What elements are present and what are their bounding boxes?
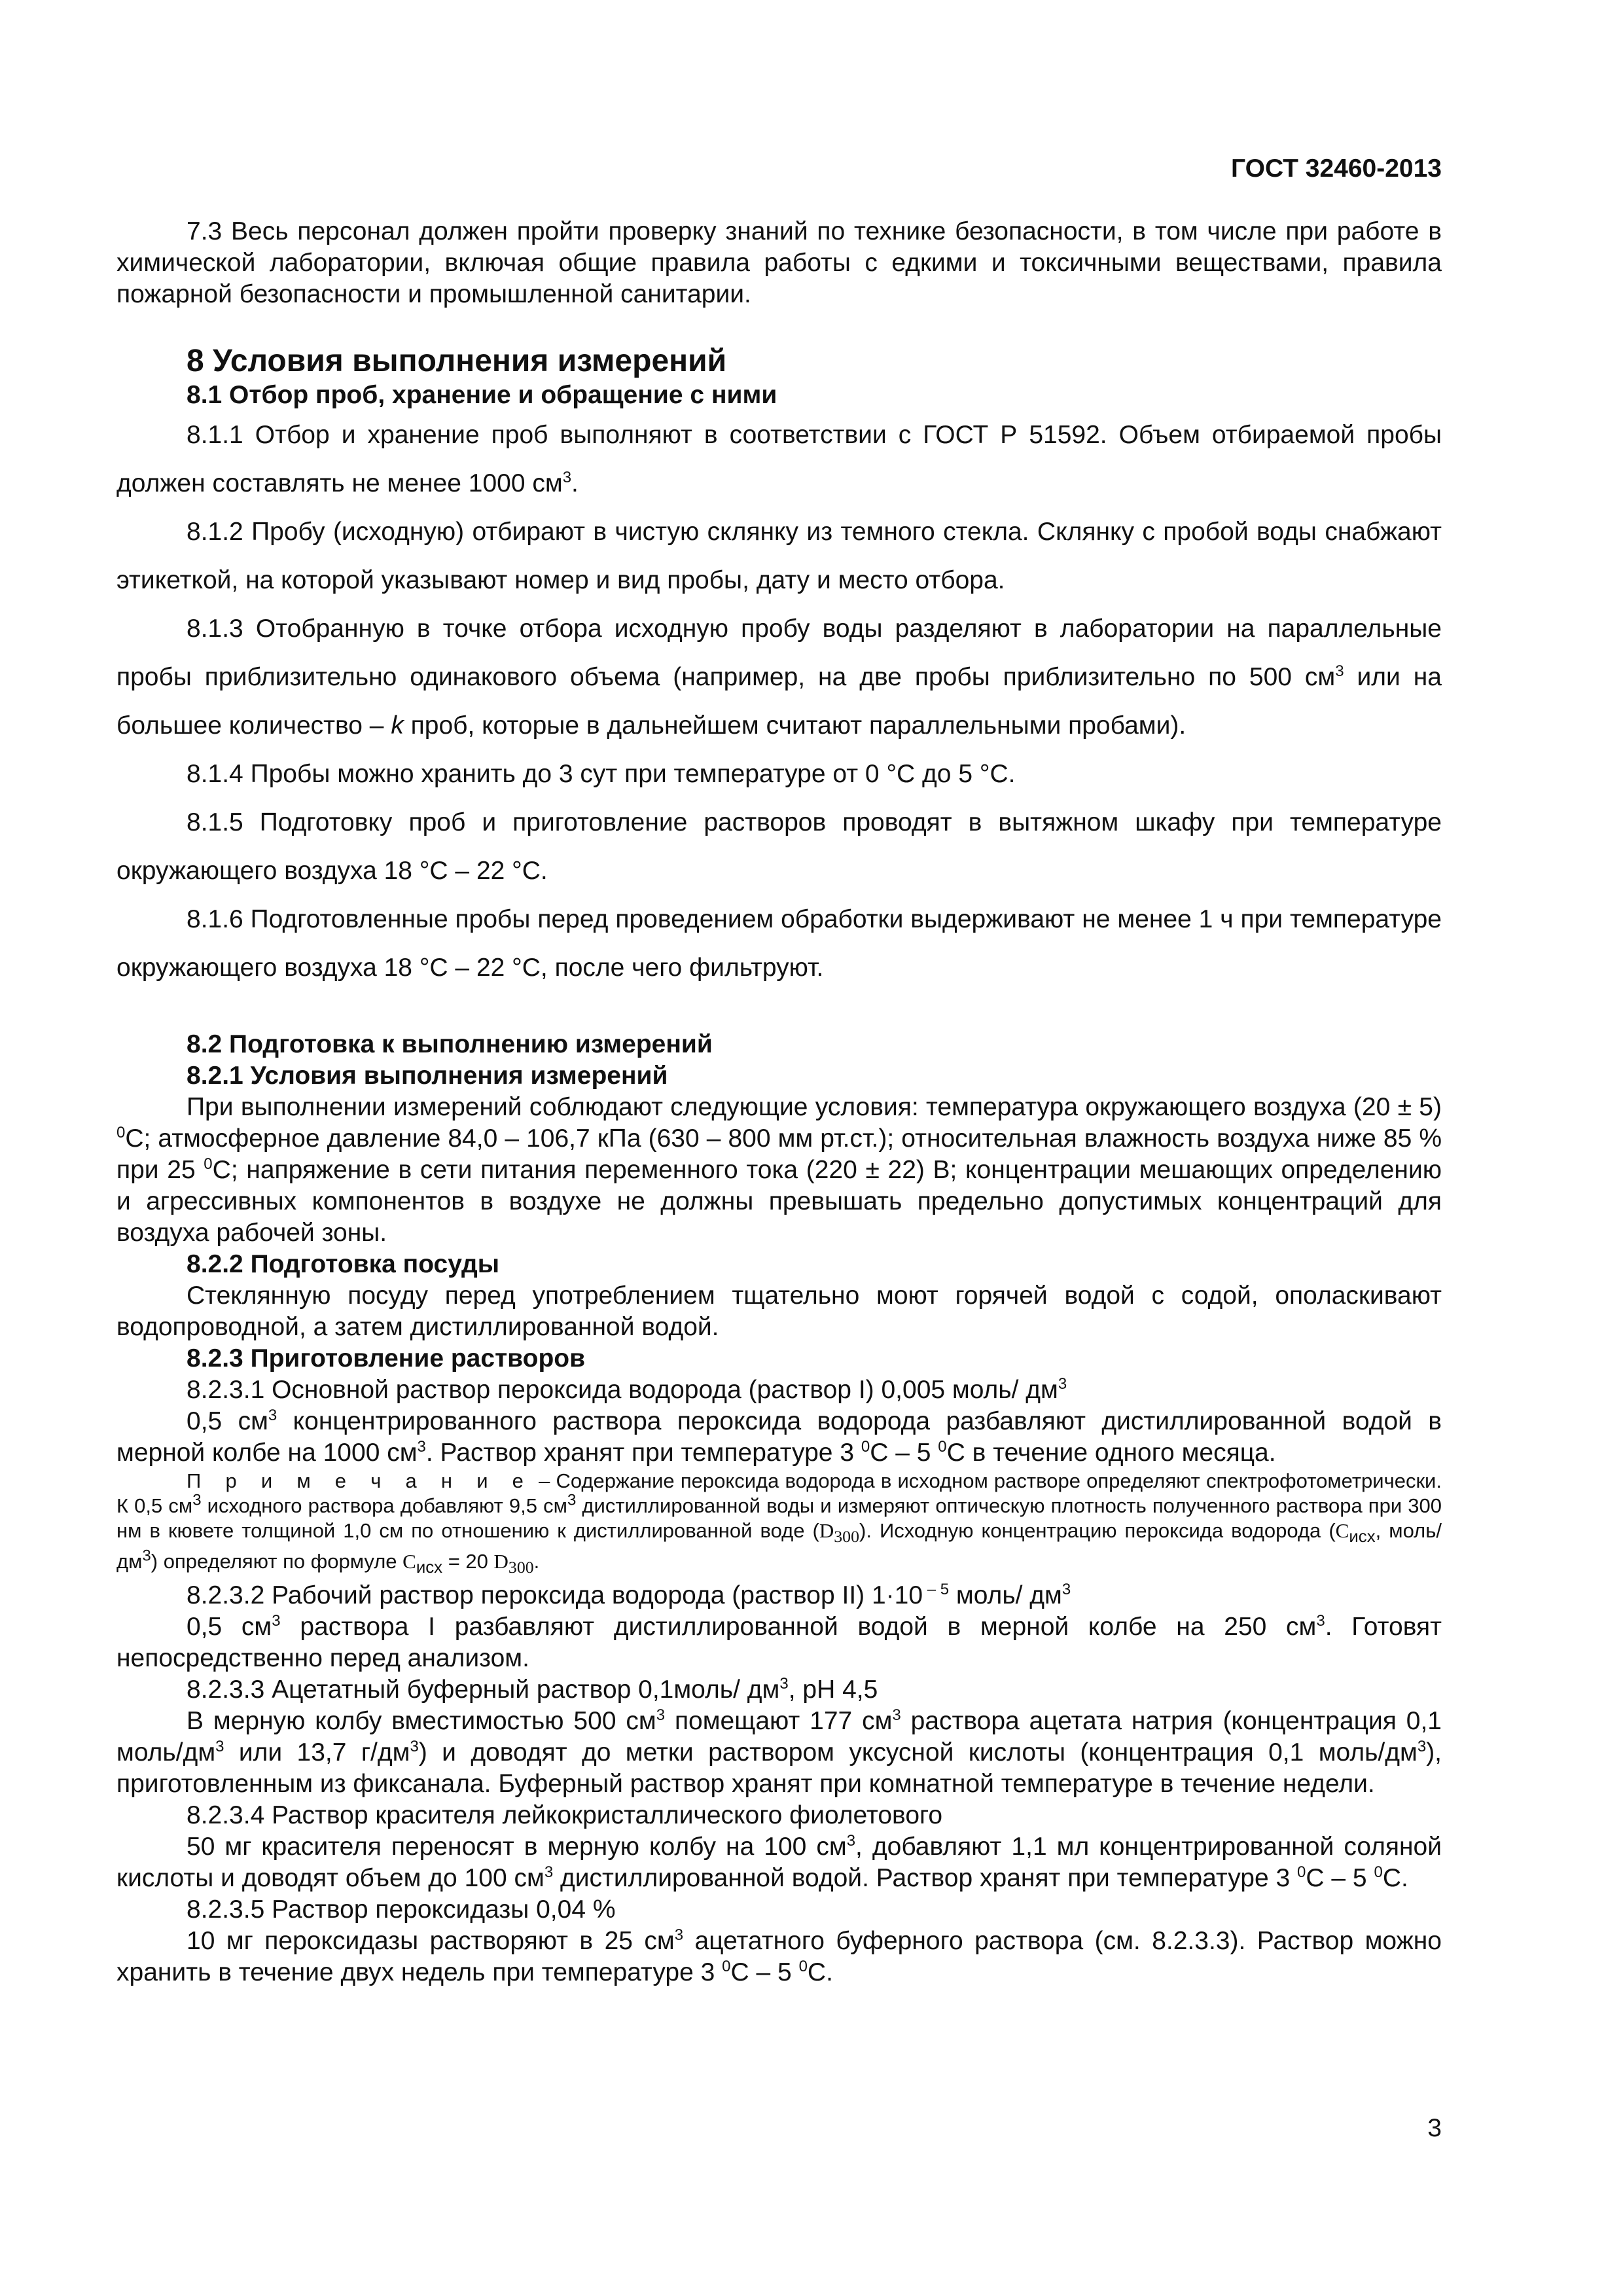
subsection-heading-8-2: 8.2 Подготовка к выполнению измерений — [187, 1030, 713, 1058]
title-8-2-3-3: 8.2.3.3 Ацетатный буферный раствор 0,1моль/ $дм^3$, рН 4,5 — [187, 1675, 878, 1704]
paragraph-8-2-3-1: 0,5 $см^3$ концентрированного раствора пероксида водорода разбавляют дистиллированной водой в мерной колбе на 1000 $см^3$. Раствор хранят при температуре 3 $^0$С – 5 $^0$С в течение одного месяца. — [116, 1407, 1442, 1467]
subsection-heading-8-2-1: 8.2.1 Условия выполнения измерений — [187, 1062, 668, 1090]
paragraph-8-1-4: 8.1.4 Пробы можно хранить до 3 сут при температуре от 0 °С до 5 °С. — [187, 760, 1016, 788]
subsection-heading-8-2-3: 8.2.3 Приготовление растворов — [187, 1344, 586, 1372]
paragraph-8-2-2: Стеклянную посуду перед употреблением тщательно моют горячей водой с содой, ополаскивают водопроводной, а затем дистиллированной водой. — [116, 1282, 1442, 1341]
paragraph-8-2-3-2: 0,5 $см^3$ раствора I разбавляют дистиллированной водой в мерной колбе на 250 $см^3$. Готовят непосредственно перед анализом. — [116, 1612, 1442, 1673]
subsection-heading-8-2-2: 8.2.2 Подготовка посуды — [187, 1250, 500, 1278]
paragraph-8-1-1: 8.1.1 Отбор и хранение проб выполняют в соответствии с ГОСТ Р 51592. Объем отбираемой пробы должен составлять не менее 1000 $см^3$. — [116, 421, 1442, 497]
paragraph-7-3: 7.3 Весь персонал должен пройти проверку знаний по технике безопасности, в том числе при работе в химической лаборатории, включая общие правила работы с едкими и токсичными веществами, правила пожарной безопасности и промышленной санитарии. — [116, 217, 1442, 308]
document-body — [116, 216, 1442, 1988]
paragraph-8-1-2: 8.1.2 Пробу (исходную) отбирают в чистую склянку из темного стекла. Склянку с пробой воды снабжают этикеткой, на которой указывают номер и вид пробы, дату и место отбора. — [116, 518, 1442, 594]
paragraph-8-2-3-3: В мерную колбу вместимостью 500 $см^3$ помещают 177 $см^3$ раствора ацетата натрия (концентрация 0,1 моль/$дм^3$ или 13,7 $г/дм^3$) и доводят до метки раствором уксусной кислоты (концентрация 0,1 моль/$дм^3$), приготовленным из фиксанала. Буферный раствор хранят при комнатной температуре в течение недели. — [116, 1706, 1442, 1799]
title-8-2-3-1: 8.2.3.1 Основной раствор пероксида водорода (раствор I) 0,005 моль/ $дм^3$ — [187, 1375, 1067, 1404]
page-number: 3 — [1427, 2114, 1442, 2142]
subsection-heading-8-1: 8.1 Отбор проб, хранение и обращение с ними — [187, 381, 777, 409]
paragraph-8-2-3-4: 50 мг красителя переносят в мерную колбу на 100 $см^3$, добавляют 1,1 мл концентрированной соляной кислоты и доводят объем до 100 $см^3$ дистиллированной водой. Раствор хранят при температуре 3 $^0$С – 5 $^0$С. — [116, 1832, 1442, 1893]
paragraph-8-1-3: 8.1.3 Отобранную в точке отбора исходную пробу воды разделяют в лаборатории на параллельные пробы приблизительно одинакового объема (например, на две пробы приблизительно по 500 $см^3$ или на большее количество – k проб, которые в дальнейшем считают параллельными пробами). — [116, 615, 1442, 740]
paragraph-8-1-5: 8.1.5 Подготовку проб и приготовление растворов проводят в вытяжном шкафу при температуре окружающего воздуха 18 °С – 22 °С. — [116, 808, 1442, 885]
note-paragraph: П р и м е ч а н и е – Содержание пероксида водорода в исходном растворе определяют спектрофотометрически. К 0,5 $см^3$ исходного раствора добавляют 9,5 $см^3$ дистиллированной воды и измеряют оптическую плотность полученного раствора при 300 нм в кювете толщиной 1,0 см по отношению к дистиллированной воде $(D_{300})$. Исходную концентрацию пероксида водорода ($C_{исх}$, моль/$дм^3$) определяют по формуле $C_{исх} = 20$ $D_{300}$. — [116, 1469, 1442, 1577]
title-8-2-3-5: 8.2.3.5 Раствор пероксидазы 0,04 % — [187, 1895, 616, 1924]
paragraph-8-2-3-5: 10 мг пероксидазы растворяют в 25 $см^3$ ацетатного буферного раствора (см. 8.2.3.3). Раствор можно хранить в течение двух недель при температуре 3 $^0$С – 5 $^0$С. — [116, 1926, 1442, 1987]
paragraph-8-2-1: При выполнении измерений соблюдают следующие условия: температура окружающего воздуха (20 ± 5) $^0$С; атмосферное давление 84,0 – 106,7 кПа (630 – 800 мм рт.ст.); относительная влажность воздуха ниже 85 % при 25 $^0$С; напряжение в сети питания переменного тока (220 ± 22) В; концентрации мешающих определению и агрессивных компонентов в воздухе не должны превышать предельно допустимых концентраций для воздуха рабочей зоны. — [116, 1093, 1442, 1247]
title-8-2-3-2: 8.2.3.2 Рабочий раствор пероксида водорода (раствор II) 1·10 $^{- 5}$ моль/ $дм^3$ — [187, 1581, 1071, 1610]
paragraph-8-1-6: 8.1.6 Подготовленные пробы перед проведением обработки выдерживают не менее 1 ч при температуре окружающего воздуха 18 °С – 22 °С, после чего фильтруют. — [116, 905, 1442, 982]
document-header: ГОСТ 32460-2013 — [1231, 154, 1442, 183]
title-8-2-3-4: 8.2.3.4 Раствор красителя лейкокристаллического фиолетового — [187, 1801, 943, 1830]
section-heading-8: 8 Условия выполнения измерений — [187, 344, 727, 378]
